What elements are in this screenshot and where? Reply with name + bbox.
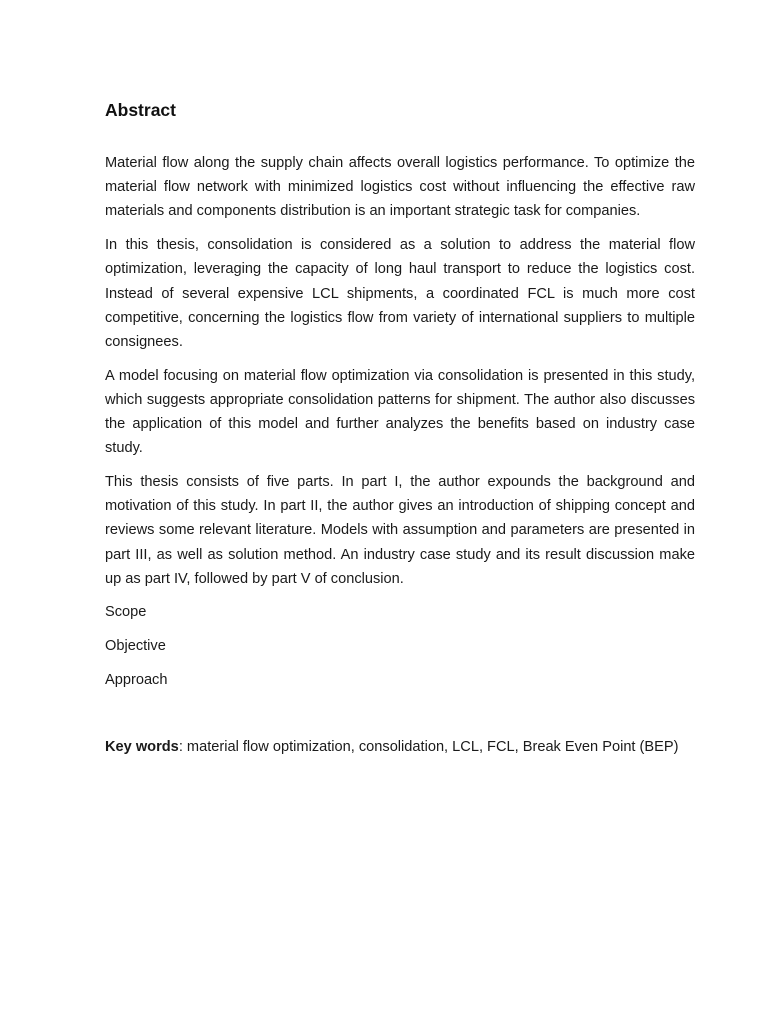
outline-objective: Objective (105, 638, 166, 655)
abstract-paragraph-4: This thesis consists of five parts. In part I, the author expounds the background and motivation of this study. In part II, the author gives an introduction of shipping concept and reviews some relevant literature. Models with assumption and parameters are presented in part III, as well as solution method. An industry case study and its result discussion make up as part IV, followed by part V of conclusion. (105, 473, 695, 587)
keywords-label: Key words (105, 739, 179, 756)
abstract-paragraph-2: In this thesis, consolidation is considered as a solution to address the material flow optimization, leveraging the capacity of long haul transport to reduce the logistics cost. Instead of several expensive LCL shipments, a coordinated FCL is much more cost competitive, concerning the logistics flow from variety of international suppliers to multiple consignees. (105, 237, 695, 350)
abstract-paragraph-3: A model focusing on material flow optimization via consolidation is presented in this study, which suggests appropriate consolidation patterns for shipment. The author also discusses the application of this model and further analyzes the benefits based on industry case study. (105, 367, 695, 457)
outline-approach: Approach (105, 671, 168, 688)
abstract-title: Abstract (105, 100, 176, 120)
abstract-section (105, 96, 695, 759)
keywords-text: : material flow optimization, consolidation, LCL, FCL, Break Even Point (BEP) (178, 739, 679, 756)
keywords-line (105, 735, 695, 759)
outline-scope: Scope (105, 604, 147, 621)
abstract-paragraph-1: Material flow along the supply chain affects overall logistics performance. To optimize the material flow network with minimized logistics cost without influencing the effective raw materials and components distribution is an important strategic task for companies. (105, 155, 695, 220)
